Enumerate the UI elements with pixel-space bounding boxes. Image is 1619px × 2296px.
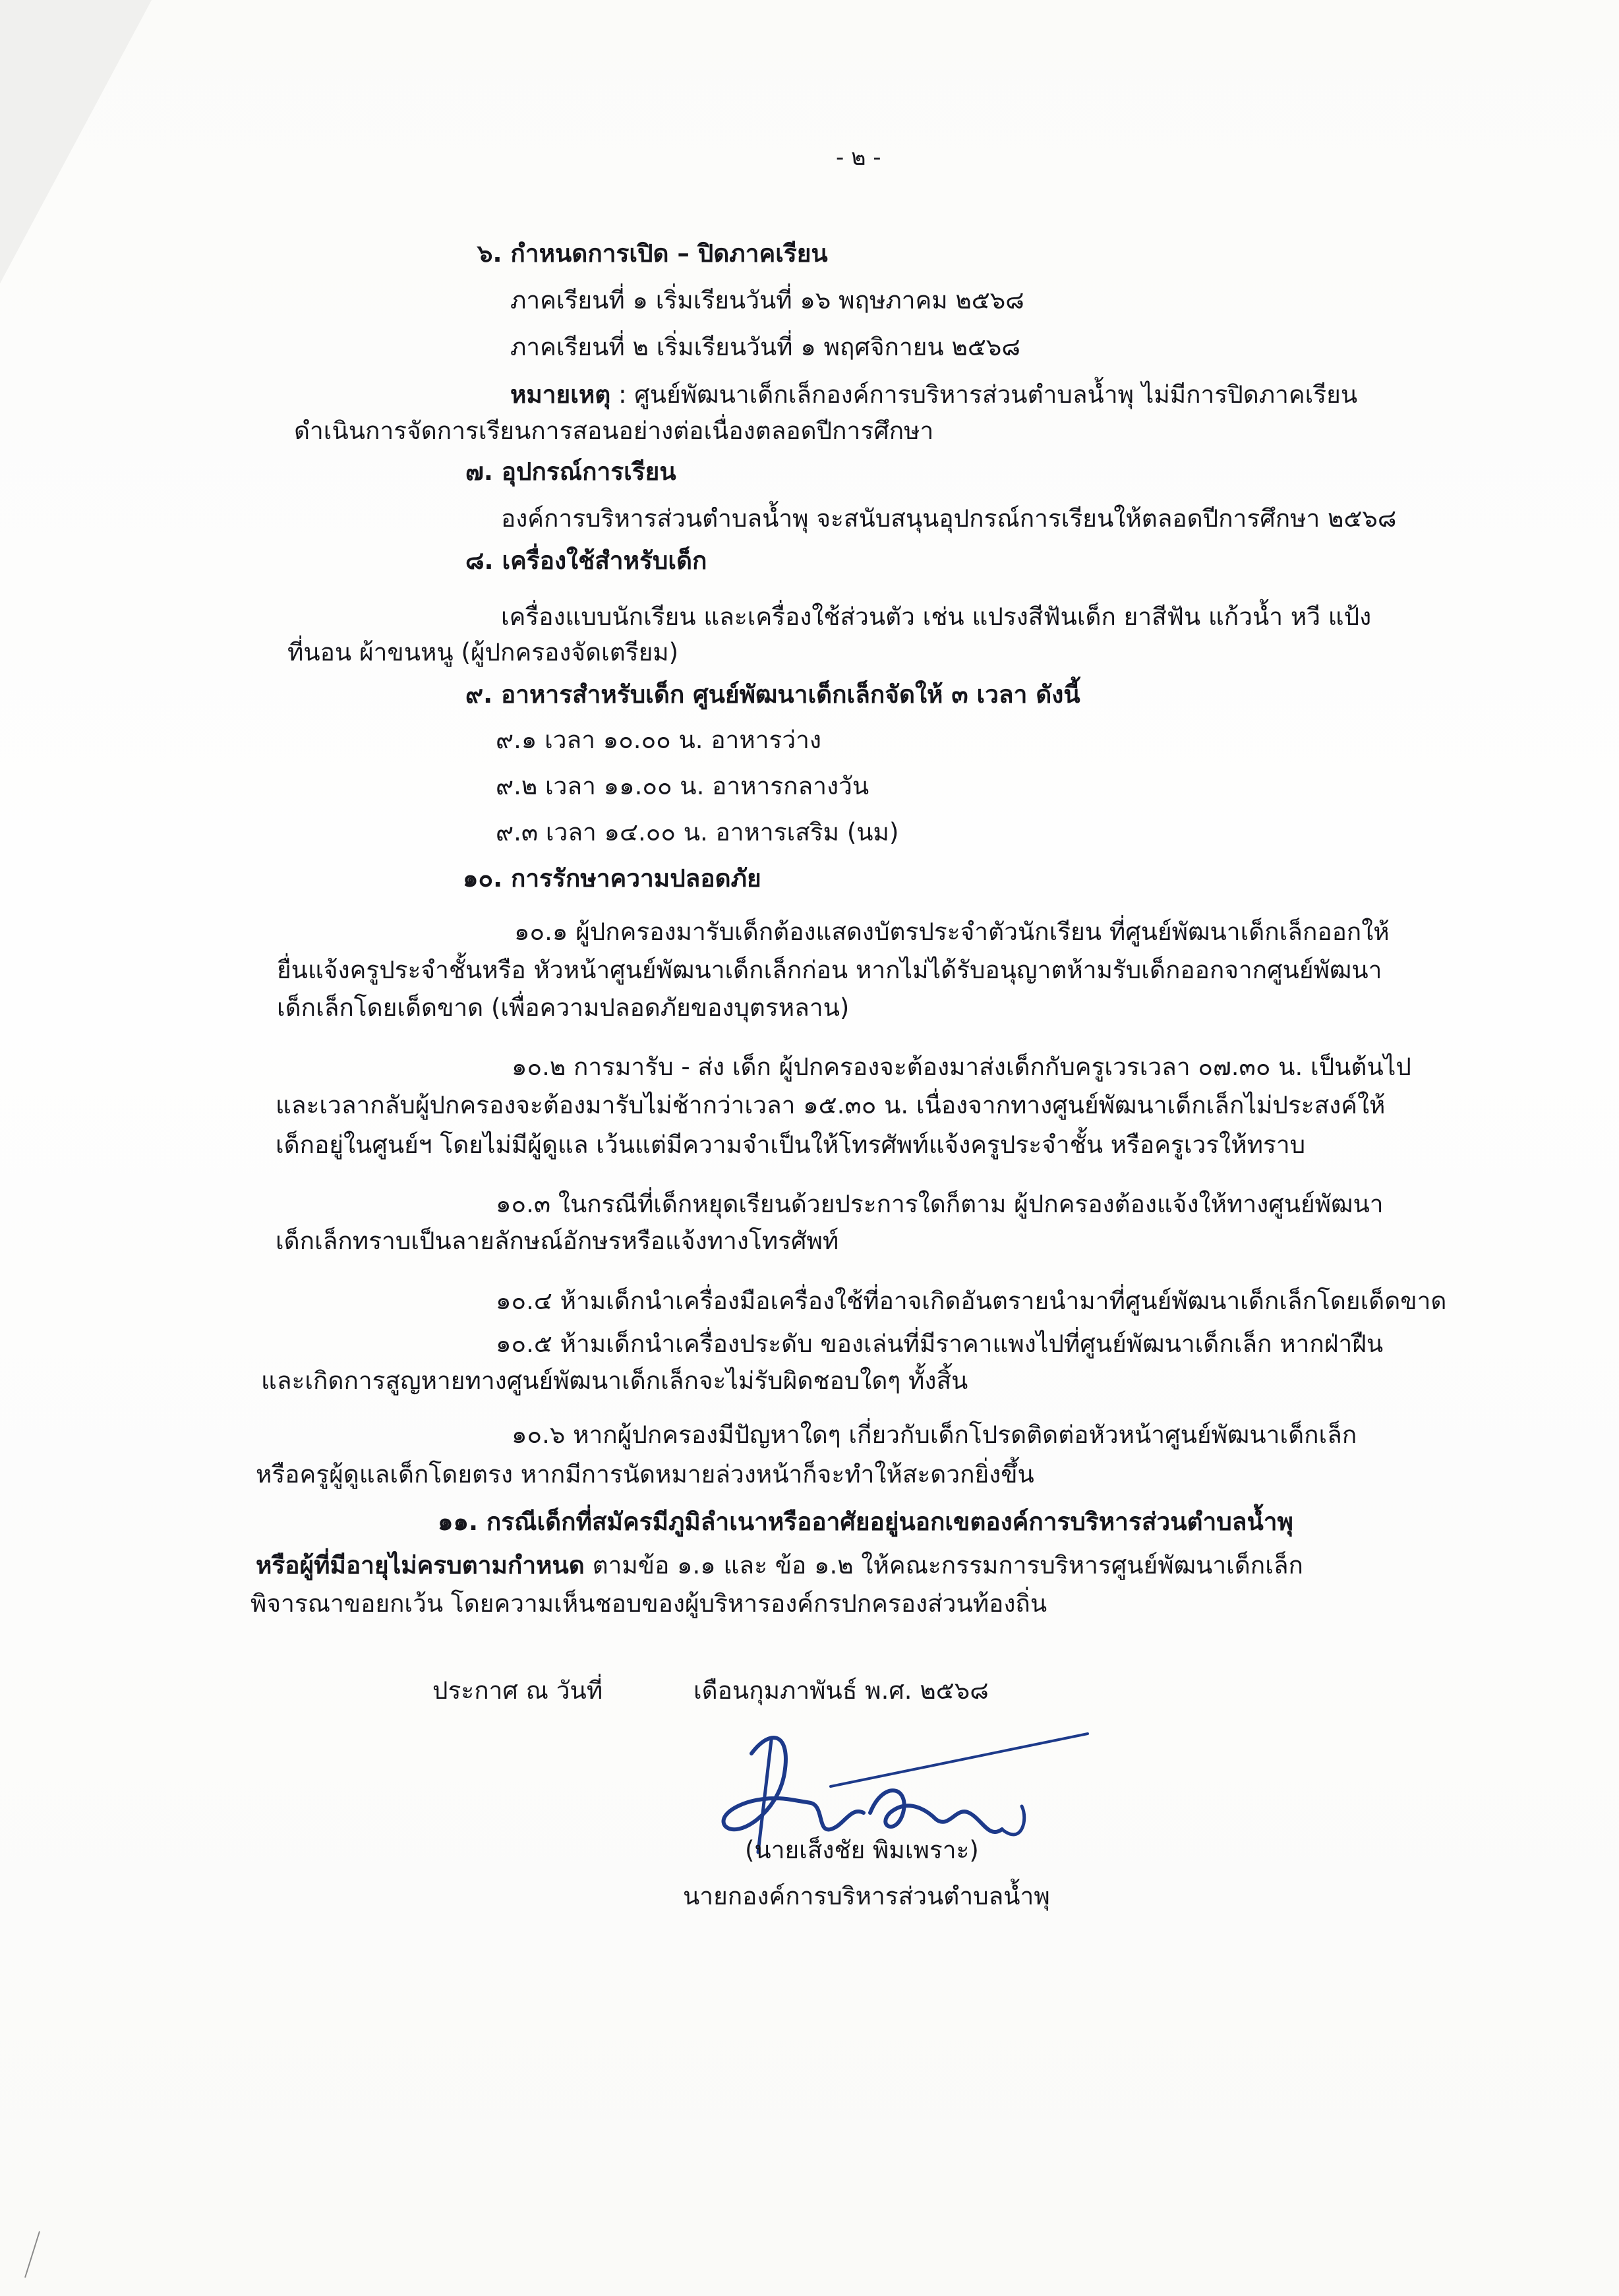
section-6-note-cont: ดำเนินการจัดการเรียนการสอนอย่างต่อเนื่องตลอดปีการศึกษา <box>294 417 934 445</box>
section-10-6-line-2: หรือครูผู้ดูแลเด็กโดยตรง หากมีการนัดหมายล่วงหน้าก็จะทำให้สะดวกยิ่งขึ้น <box>256 1460 1034 1488</box>
note-label: หมายเหตุ <box>510 380 611 409</box>
section-10-6-line-1: ๑๐.๖ หากผู้ปกครองมีปัญหาใดๆ เกี่ยวกับเด็กโปรดติดต่อหัวหน้าศูนย์พัฒนาเด็กเล็ก <box>512 1421 1357 1449</box>
section-10-3-line-2: เด็กเล็กทราบเป็นลายลักษณ์อักษรหรือแจ้งทางโทรศัพท์ <box>276 1227 839 1255</box>
section-11-rest: ตามข้อ ๑.๑ และ ข้อ ๑.๒ ให้คณะกรรมการบริหารศูนย์พัฒนาเด็กเล็ก <box>584 1551 1303 1579</box>
announcement-month-year: เดือนกุมภาพันธ์ พ.ศ. ๒๕๖๘ <box>693 1676 989 1705</box>
folded-corner <box>0 0 152 283</box>
section-9-heading: ๙. อาหารสำหรับเด็ก ศูนย์พัฒนาเด็กเล็กจัดให้ ๓ เวลา ดังนี้ <box>465 680 1080 709</box>
section-8-text: เครื่องแบบนักเรียน และเครื่องใช้ส่วนตัว เช่น แปรงสีฟันเด็ก ยาสีฟัน แก้วน้ำ หวี แป้ง <box>501 603 1372 631</box>
section-10-3-line-1: ๑๐.๓ ในกรณีที่เด็กหยุดเรียนด้วยประการใดก็ตาม ผู้ปกครองต้องแจ้งให้ทางศูนย์พัฒนา <box>496 1190 1384 1218</box>
page-number: - ๒ - <box>836 144 881 171</box>
section-10-1-line-1: ๑๐.๑ ผู้ปกครองมารับเด็กต้องแสดงบัตรประจำตัวนักเรียน ที่ศูนย์พัฒนาเด็กเล็กออกให้ <box>514 918 1390 946</box>
section-10-heading: ๑๐. การรักษาความปลอดภัย <box>463 864 761 893</box>
section-11-line-3: พิจารณาขอยกเว้น โดยความเห็นชอบของผู้บริหารองค์กรปกครองส่วนท้องถิ่น <box>250 1589 1047 1618</box>
scan-mark <box>20 2228 46 2281</box>
section-6-term1: ภาคเรียนที่ ๑ เริ่มเรียนวันที่ ๑๖ พฤษภาคม ๒๕๖๘ <box>510 286 1024 314</box>
section-9-item-3: ๙.๓ เวลา ๑๔.๐๐ น. อาหารเสริม (นม) <box>496 818 899 846</box>
section-11-line-1: ๑๑. กรณีเด็กที่สมัครมีภูมิลำเนาหรืออาศัยอยู่นอกเขตองค์การบริหารส่วนตำบลน้ำพุ <box>438 1508 1293 1536</box>
section-8-cont: ที่นอน ผ้าขนหนู (ผู้ปกครองจัดเตรียม) <box>287 638 679 666</box>
section-10-5-line-1: ๑๐.๕ ห้ามเด็กนำเครื่องประดับ ของเล่นที่มีราคาแพงไปที่ศูนย์พัฒนาเด็กเล็ก หากฝ่าฝืน <box>496 1330 1384 1358</box>
announcement-given-at: ประกาศ ณ วันที่ <box>432 1676 603 1705</box>
section-6-term2: ภาคเรียนที่ ๒ เริ่มเรียนวันที่ ๑ พฤศจิกายน ๒๕๖๘ <box>510 333 1020 361</box>
section-11-bold-part: หรือผู้ที่มีอายุไม่ครบตามกำหนด <box>256 1551 585 1579</box>
section-6-note <box>510 382 1357 407</box>
section-6-heading: ๖. กำหนดการเปิด – ปิดภาคเรียน <box>477 239 828 268</box>
section-11-line-2 <box>256 1553 1303 1577</box>
signatory-name: (นายเส็งชัย พิมเพราะ) <box>745 1836 979 1864</box>
section-10-2-line-1: ๑๐.๒ การมารับ - ส่ง เด็ก ผู้ปกครองจะต้องมาส่งเด็กกับครูเวรเวลา ๐๗.๓๐ น. เป็นต้นไป <box>512 1053 1411 1081</box>
section-8-heading: ๘. เครื่องใช้สำหรับเด็ก <box>465 546 707 575</box>
section-9-item-1: ๙.๑ เวลา ๑๐.๐๐ น. อาหารว่าง <box>496 726 821 754</box>
signatory-position: นายกองค์การบริหารส่วนตำบลน้ำพุ <box>683 1882 1050 1910</box>
section-10-2-line-2: และเวลากลับผู้ปกครองจะต้องมารับไม่ช้ากว่าเวลา ๑๕.๓๐ น. เนื่องจากทางศูนย์พัฒนาเด็กเล็กไม่ประสงค์ให้ <box>276 1091 1386 1119</box>
section-9-item-2: ๙.๒ เวลา ๑๑.๐๐ น. อาหารกลางวัน <box>496 772 869 800</box>
section-10-5-line-2: และเกิดการสูญหายทางศูนย์พัฒนาเด็กเล็กจะไม่รับผิดชอบใดๆ ทั้งสิ้น <box>261 1367 968 1395</box>
note-text: : ศูนย์พัฒนาเด็กเล็กองค์การบริหารส่วนตำบลน้ำพุ ไม่มีการปิดภาคเรียน <box>610 380 1358 409</box>
section-10-1-line-3: เด็กเล็กโดยเด็ดขาด (เพื่อความปลอดภัยของบุตรหลาน) <box>277 993 850 1022</box>
section-7-heading: ๗. อุปกรณ์การเรียน <box>465 457 676 486</box>
section-10-4: ๑๐.๔ ห้ามเด็กนำเครื่องมือเครื่องใช้ที่อาจเกิดอันตรายนำมาที่ศูนย์พัฒนาเด็กเล็กโดยเด็ดขาด <box>496 1287 1447 1315</box>
section-10-2-line-3: เด็กอยู่ในศูนย์ฯ โดยไม่มีผู้ดูแล เว้นแต่มีความจำเป็นให้โทรศัพท์แจ้งครูประจำชั้น หรือครูเวรให้ทราบ <box>276 1131 1306 1159</box>
section-7-text: องค์การบริหารส่วนตำบลน้ำพุ จะสนับสนุนอุปกรณ์การเรียนให้ตลอดปีการศึกษา ๒๕๖๘ <box>501 504 1397 533</box>
section-10-1-line-2: ยื่นแจ้งครูประจำชั้นหรือ หัวหน้าศูนย์พัฒนาเด็กเล็กก่อน หากไม่ได้รับอนุญาตห้ามรับเด็กออกจากศูนย์พัฒนา <box>277 956 1382 984</box>
